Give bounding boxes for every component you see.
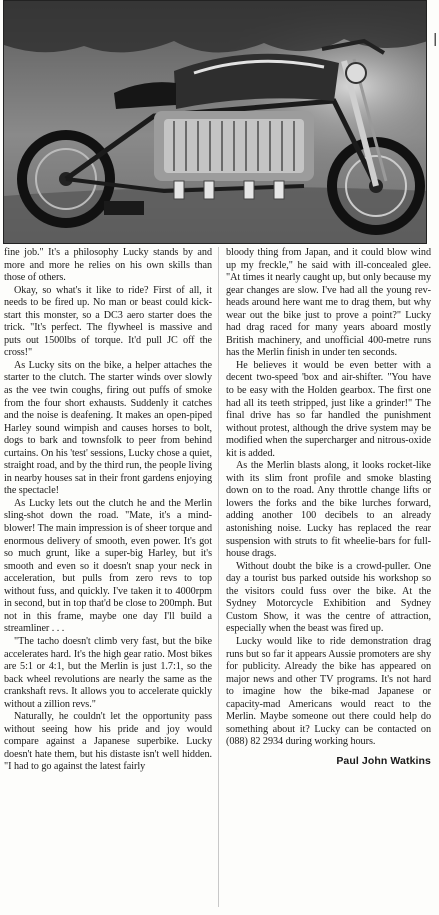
column-divider [218,247,219,907]
article-paragraph: Naturally, he couldn't let the opportunity pass without seeing how his pride and joy would compare against a Japanese superbike. Lucky doesn't hate them, but his distaste isn't well hidden. "I had to go against the latest fairly [4,711,212,773]
motorcycle-photo-art [4,1,427,244]
article-paragraph: fine job." It's a philosophy Lucky stands by and more and more he relies on his own skills than those of others. [4,247,212,284]
author-byline: Paul John Watkins [336,754,431,767]
article-paragraph: "The tacho doesn't climb very fast, but the bike accelerates hard. It's the high gear ratio. Most bikes are 5:1 or 4:1, but the Merlin is just 1.7:1, so the back wheel revolutions are nearly the same as the crankshaft revs. It allows you to accelerate quickly without a zillion revs." [4,635,212,710]
article-paragraph: As Lucky lets out the clutch he and the Merlin sling-shot down the road. "Mate, it's a mind-blower! The main impression is of sheer torque and enormous delivery of smooth, even power. It's got so much grunt, like a super-big Harley, but it's smooth and even so it doesn't snap your neck in acceleration, but pulls from zero revs to top without fuss, and quickly. I've taken it to 4000rpm in second, but in top that'd be close to 200mph. But not in this frame, maybe one day I'll build a streamliner . . . [4,497,212,635]
motorcycle-photo [3,0,427,244]
article-paragraph: He believes it would be even better with a decent two-speed 'box and air-shifter. "You have to be easy with the Holden gearbox. The first one had all its teeth stripped, just like a grinder!" The final drive has so far handled the punishment without protest, although the drive system may be modified when the supercharger and nitrous-oxide kit is added. [226,359,431,459]
article-paragraph: As Lucky sits on the bike, a helper attaches the starter to the clutch. The starter winds over slowly as the vee twin coughs, firing out puffs of smoke from the four short exhausts. Suddenly it catches and the noise is deafening. It makes an open-piped Harley sound wimpish and causes horses to bolt, dogs to bark and townsfolk to peer from behind curtains. On his 'test' sessions, Lucky chose a quiet, straight road, and by the third run, the people living in nearby houses sat in their front gardens enjoying the spectacle! [4,359,212,497]
article-paragraph: As the Merlin blasts along, it looks rocket-like with its slim front profile and smoke blasting down on to the road. Any throttle change lifts or lowers the forks and the bike lurches forward, adding another 100 decibels to an already astonishing noise. Lucky has replaced the rear suspension with struts to fit wheelie-bars for full-house drags. [226,460,431,560]
article-column-right [226,247,431,767]
page-edge-mark: | [433,30,437,46]
article-paragraph: Okay, so what's it like to ride? First of all, it needs to be fired up. No man or beast could kick-start this monster, so a DC3 aero starter does the trick. "It's perfect. The flywheel is massive and puts out 1500lbs of torque. It'd pull JC off the cross!" [4,284,212,359]
article-column-left [4,247,212,774]
article-paragraph: Without doubt the bike is a crowd-puller. One day a tourist bus parked outside his workshop so the visitors could fuss over the bike. At the Sydney Motorcycle Exhibition and Sydney Custom Show, it was the centre of attraction, especially when the beast was fired up. [226,560,431,635]
article-paragraph: bloody thing from Japan, and it could blow wind up my freckle," he said with ill-concealed glee. "At times it nearly caught up, but only because my gear changes are slow. I've had all the young rev-heads around here want me to drag them, but why wear out the bike just to prove a point?" Lucky had drag raced for many years aboard mostly British machinery, and unofficial 400-metre runs has the Merlin finish in under ten seconds. [226,247,431,359]
article-paragraph: Lucky would like to ride demonstration drag runs but so far it appears Aussie promoters are shy for publicity. Already the bike has appeared on major news and other TV programs. It's not hard to imagine how the bike-mad Japanese or capacity-mad Americans would react to the Merlin. Maybe someone out there could help do something about it? Lucky can be contacted on (088) 82 2934 during working hours. [226,635,431,748]
